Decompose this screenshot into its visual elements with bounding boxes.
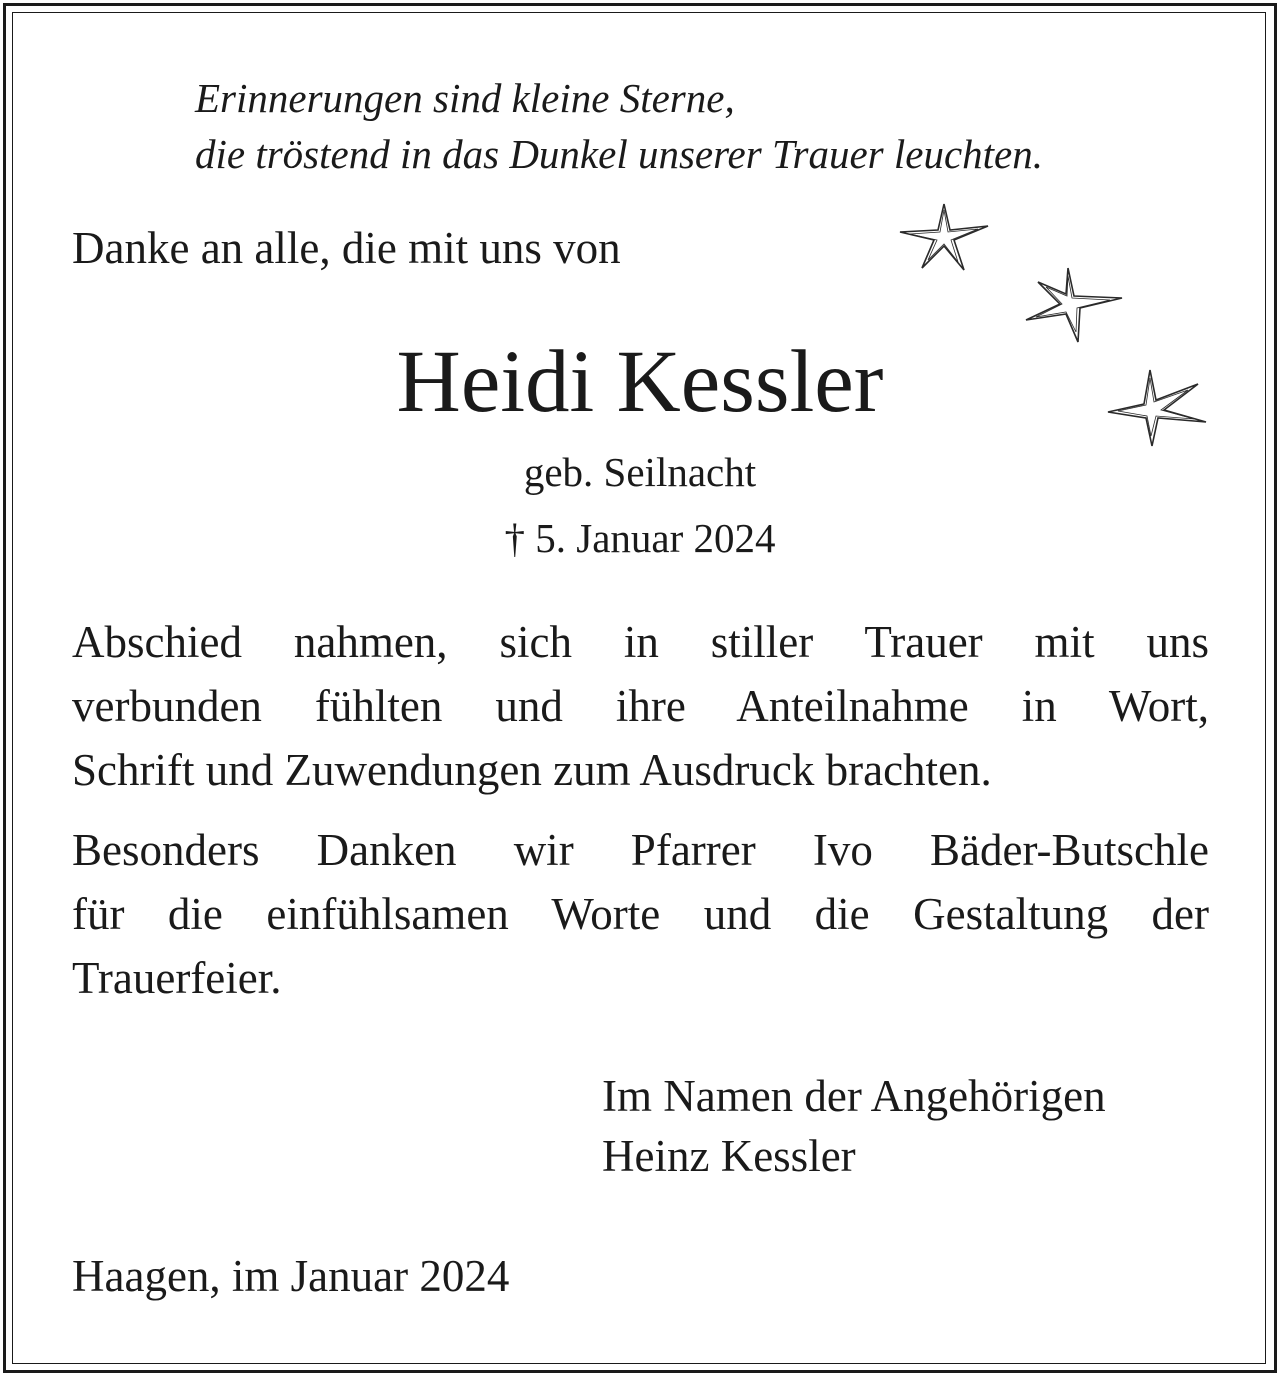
place-date: Haagen, im Januar 2024 (72, 1251, 510, 1301)
signature-name: Heinz Kessler (602, 1131, 856, 1181)
paragraph-line: Abschied nahmen, sich in stiller Trauer mit uns (72, 617, 1209, 667)
paragraph-line: für die einfühlsamen Worte und die Gestaltung der (72, 889, 1209, 939)
star-icon (1016, 262, 1128, 348)
paragraph-line: Besonders Danken wir Pfarrer Ivo Bäder-Butschle (72, 825, 1209, 875)
motto-line-1: Erinnerungen sind kleine Sterne, (195, 75, 735, 121)
intro-text: Danke an alle, die mit uns von (72, 223, 621, 273)
motto-line-2: die tröstend in das Dunkel unserer Trauer leuchten. (195, 131, 1043, 177)
paragraph-line: verbunden fühlten und ihre Anteilnahme in Wort, (72, 681, 1209, 731)
thanks-paragraph (72, 617, 1209, 812)
special-thanks-paragraph (72, 825, 1209, 1020)
paragraph-line: Schrift und Zuwendungen zum Ausdruck brachten. (72, 745, 992, 795)
paragraph-line: Trauerfeier. (72, 953, 282, 1003)
deceased-name: Heidi Kessler (396, 333, 884, 431)
star-icon (888, 196, 1000, 278)
birth-name: geb. Seilnacht (523, 449, 757, 495)
death-date: † 5. Januar 2024 (504, 515, 776, 561)
signature-line-1: Im Namen der Angehörigen (602, 1071, 1106, 1121)
